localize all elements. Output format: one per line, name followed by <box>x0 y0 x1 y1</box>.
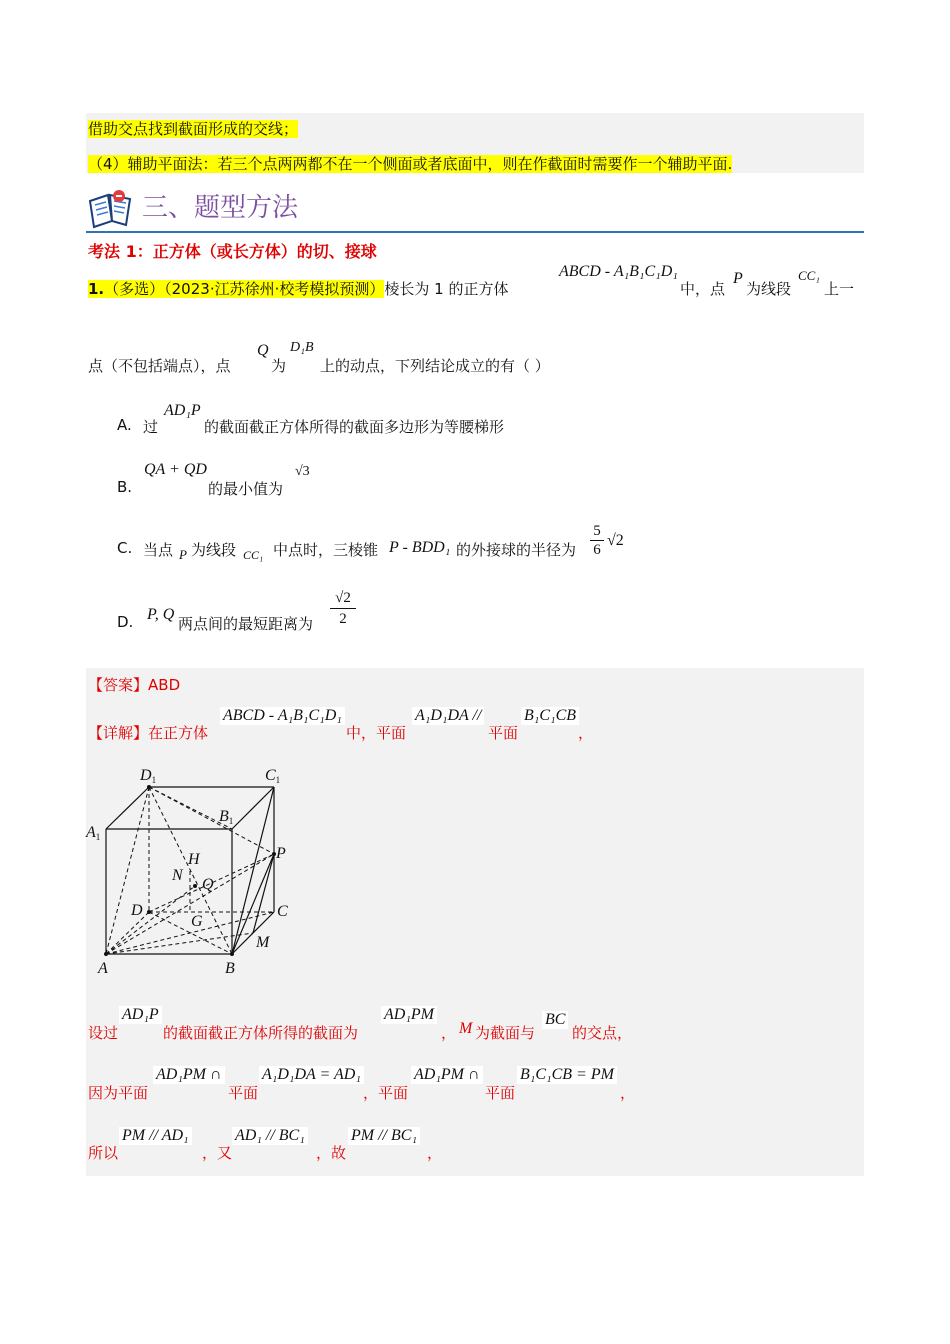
math-sqrt2: √2 <box>604 532 627 550</box>
question-text: 棱长为 1 的正方体 <box>384 280 509 298</box>
detail-text: 设过 <box>88 1024 119 1042</box>
question-text: 为 <box>271 357 287 375</box>
fraction-sqrt2-2 <box>330 588 356 629</box>
cube-figure <box>82 760 302 980</box>
detail-text: 在正方体 <box>148 724 209 742</box>
detail-text: ， <box>620 1084 636 1102</box>
detail-text: 中，平面 <box>346 724 407 742</box>
detail-text: ，平面 <box>363 1084 409 1102</box>
math-cube: ABCD - A₁B₁C₁D₁ <box>220 707 345 725</box>
option-text: 的截面截正方体所得的截面多边形为等腰梯形 <box>204 418 505 436</box>
math-bc: BC <box>542 1011 568 1029</box>
fraction-denominator: 6 <box>590 540 604 559</box>
svg-text:A1: A1 <box>86 824 101 842</box>
math-q: Q <box>254 342 272 360</box>
svg-text:P: P <box>276 845 286 862</box>
detail-text: 因为平面 <box>88 1084 149 1102</box>
math-ad1p: AD₁P <box>119 1006 162 1024</box>
math-ad1-parallel-bc1: AD₁ // BC₁ <box>232 1127 308 1145</box>
method-title: 考法 1：正方体（或长方体）的切、接球 <box>88 242 377 261</box>
math-tetrahedron: P - BDD₁ <box>386 539 453 557</box>
section-rule <box>86 231 864 233</box>
math-pm-parallel-bc1: PM // BC₁ <box>348 1127 420 1145</box>
svg-text:H: H <box>188 851 200 868</box>
question-text: 中，点 <box>680 280 726 298</box>
detail-label-line <box>88 722 208 743</box>
fraction-5-6 <box>590 522 604 559</box>
option-label: A. <box>117 416 132 434</box>
option-label: D. <box>117 613 134 631</box>
math-plane-1: A₁D₁DA // <box>412 707 484 725</box>
question-line-1 <box>88 278 508 299</box>
math-line-ad1: A₁D₁DA = AD₁ <box>259 1066 364 1084</box>
svg-text:C: C <box>277 903 288 920</box>
svg-text:N: N <box>172 867 183 884</box>
detail-text: ，又 <box>202 1144 233 1162</box>
option-text: 过 <box>143 418 159 436</box>
option-label: B. <box>117 478 133 496</box>
math-option-b: QA + QD <box>141 461 210 479</box>
fraction-numerator: √2 <box>335 590 351 606</box>
svg-text:A: A <box>98 960 108 977</box>
question-tag: （多选）（2023·江苏徐州·校考模拟预测） <box>104 280 385 298</box>
question-text: 上的动点，下列结论成立的有（ ） <box>320 357 550 375</box>
highlighted-text: （4）辅助平面法：若三个点两两都不在一个侧面或者底面中，则在作截面时需要作一个辅助平面. <box>88 155 733 173</box>
detail-text: 的交点， <box>572 1024 633 1042</box>
math-intersection-1: AD₁PM ∩ <box>153 1066 225 1084</box>
answer-value: ABD <box>148 676 181 694</box>
math-line-pm: B₁C₁CB = PM <box>517 1066 617 1084</box>
highlighted-text: 借助交点找到截面形成的交线； <box>88 120 299 138</box>
svg-text:Q: Q <box>202 876 214 893</box>
math-intersection-2: AD₁PM ∩ <box>411 1066 483 1084</box>
question-text: 为线段 <box>746 280 792 298</box>
option-text: 中点时，三棱锥 <box>273 541 379 559</box>
question-text: 点（不包括端点），点 <box>88 357 231 375</box>
fraction-denominator: 2 <box>330 608 356 629</box>
math-sqrt3: √3 <box>292 464 313 480</box>
math-cc1: CC₁ <box>795 268 823 284</box>
option-text: 为线段 <box>191 541 237 559</box>
top-note-line-2 <box>88 153 732 174</box>
math-m: M <box>459 1020 473 1037</box>
option-text: 的外接球的半径为 <box>456 541 577 559</box>
svg-text:C1: C1 <box>265 767 281 785</box>
math-option-a: AD₁P <box>161 402 204 420</box>
detail-text: 的截面截正方体所得的截面为 <box>163 1024 359 1042</box>
math-pm-parallel-ad1: PM // AD₁ <box>119 1127 192 1145</box>
top-note-line-1 <box>88 118 298 139</box>
detail-text: ，故 <box>316 1144 347 1162</box>
svg-text:M: M <box>256 934 270 951</box>
svg-text:D: D <box>131 902 143 919</box>
question-text: 上一 <box>824 280 855 298</box>
detail-text: 所以 <box>88 1144 119 1162</box>
math-d1b: D₁B <box>287 340 317 356</box>
detail-text: ， <box>441 1024 457 1042</box>
detail-text: ， <box>427 1144 443 1162</box>
option-text: 的最小值为 <box>208 480 284 498</box>
svg-text:B1: B1 <box>219 808 234 826</box>
math-p: P <box>730 270 746 288</box>
math-cc1: CC₁ <box>240 548 266 563</box>
detail-text: 为截面与 <box>475 1024 536 1042</box>
option-text: 当点 <box>143 541 174 559</box>
math-plane-2: B₁C₁CB <box>521 707 579 725</box>
svg-text:G: G <box>191 913 203 930</box>
book-icon <box>86 187 136 231</box>
option-text: 两点间的最短距离为 <box>178 615 314 633</box>
svg-text:D1: D1 <box>140 767 157 785</box>
svg-text:B: B <box>225 960 235 977</box>
fraction-numerator: 5 <box>593 523 601 539</box>
math-ad1pm: AD₁PM <box>381 1006 437 1024</box>
detail-text: 平面 <box>485 1084 516 1102</box>
math-option-d: P, Q <box>144 606 177 624</box>
detail-text: ， <box>578 724 594 742</box>
detail-text: 平面 <box>228 1084 259 1102</box>
math-p: P <box>176 547 190 563</box>
answer-line <box>88 674 180 695</box>
math-cube: ABCD - A₁B₁C₁D₁ <box>556 263 681 281</box>
answer-label: 【答案】 <box>88 676 149 694</box>
detail-label: 【详解】 <box>88 724 149 742</box>
section-title: 三、题型方法 <box>142 193 299 223</box>
option-label: C. <box>117 539 133 557</box>
question-number: 1. <box>88 280 105 298</box>
detail-text: 平面 <box>488 724 519 742</box>
